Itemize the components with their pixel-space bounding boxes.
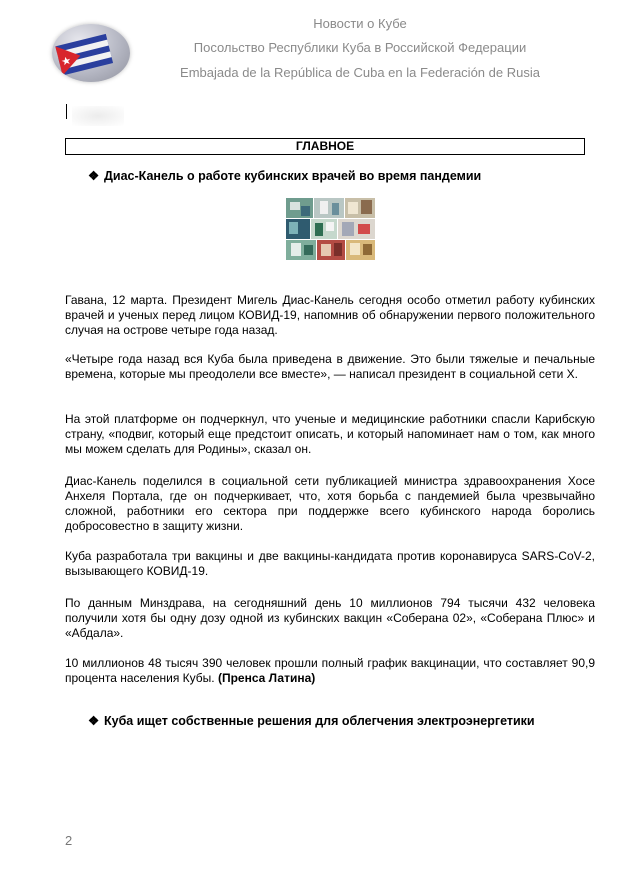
faded-mark (72, 106, 124, 126)
header-embassy-ru: Посольство Республики Куба в Российской Федерации (193, 40, 527, 55)
diamond-bullet-icon: ❖ (88, 714, 100, 728)
article1-photo-collage (286, 198, 375, 260)
diamond-bullet-icon: ❖ (88, 169, 100, 183)
article1-paragraph: «Четыре года назад вся Куба была приведена в движение. Это были тяжелые и печальные времена, которые мы преодолели все вместе», — написал президент в социальной сети Х. (65, 352, 595, 381)
section-title: ГЛАВНОЕ (65, 138, 585, 155)
article1-paragraph: Гавана, 12 марта. Президент Мигель Диас-Канель сегодня особо отметил работу кубинских врачей и ученых перед лицом КОВИД-19, напомнив об обнаружении первого положительного случая на острове четыре года назад. (65, 293, 595, 337)
article1-paragraph: Диас-Канель поделился в социальной сети публикацией министра здравоохранения Хосе Анхеля Портала, где он подчеркивает, что, хотя борьба с пандемией была чрезвычайно сложной, работники его сектора при поддержке всего кубинского народа боролись добросовестно в защиту жизни. (65, 474, 595, 533)
article1-paragraph: Куба разработала три вакцины и две вакцины-кандидата против коронавируса SARS-CoV-2, вызывающего КОВИД-19. (65, 549, 595, 578)
article1-paragraph: На этой платформе он подчеркнул, что ученые и медицинские работники спасли Карибскую страну, «подвиг, который еще предстоит описать, и который напоминает нам о том, как много мы можем сделать для Родины», сказал он. (65, 412, 595, 456)
article2-headline[interactable] (88, 713, 535, 728)
article2-headline-text: Куба ищет собственные решения для облегчения электроэнергетики (104, 714, 535, 728)
page-number: 2 (65, 833, 73, 848)
article1-headline[interactable] (88, 168, 481, 183)
final-paragraph-text: 10 миллионов 48 тысяч 390 человек прошли полный график вакцинации, что составляет 90,9 процента населения Кубы. (65, 656, 595, 685)
article1-paragraph: По данным Минздрава, на сегодняшний день 10 миллионов 794 тысячи 432 человека получили хотя бы одну дозу одной из кубинских вакцин «Соберана 02», «Соберана Плюс» и «Абдала». (65, 596, 595, 640)
article1-headline-text: Диас-Канель о работе кубинских врачей во время пандемии (104, 169, 482, 183)
article1-final-paragraph (65, 656, 595, 686)
text-cursor[interactable] (66, 104, 67, 119)
header-embassy-es: Embajada de la República de Cuba en la Federación de Rusia (180, 65, 540, 80)
header-news-title: Новости о Кубе (313, 16, 407, 31)
news-source: (Пренса Латина) (217, 671, 316, 685)
